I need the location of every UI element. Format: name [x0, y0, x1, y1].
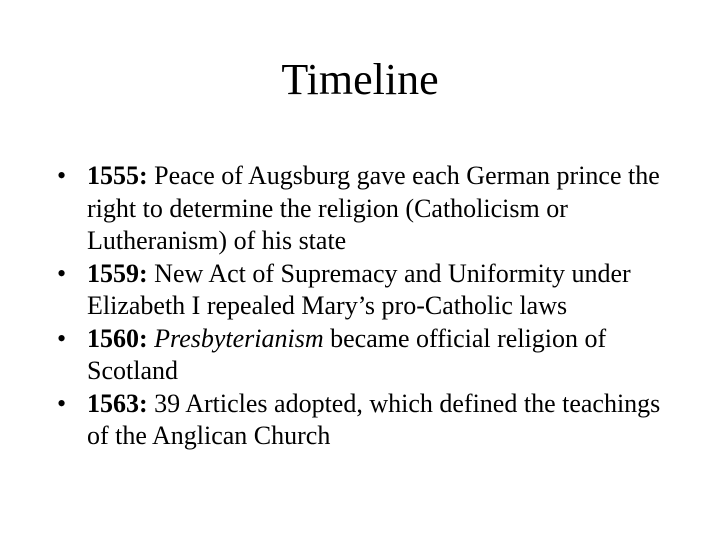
- bullet-year: 1555:: [87, 161, 148, 190]
- bullet-icon: •: [57, 388, 67, 418]
- bullet-icon: •: [57, 161, 67, 190]
- bullet-item-1560: [57, 323, 677, 388]
- bullet-text: 39 Articles adopted, which defined the teachings of the Anglican Church: [87, 388, 661, 450]
- bullet-item-1555: [57, 160, 677, 258]
- slide-title: Timeline: [281, 55, 439, 104]
- bullet-icon: •: [57, 323, 67, 353]
- bullet-text: New Act of Supremacy and Uniformity under Elizabeth I repealed Mary’s pro-Catholic laws: [87, 258, 631, 320]
- bullet-item-1563: [57, 388, 677, 453]
- bullet-text: Peace of Augsburg gave each German prince the right to determine the religion (Catholicism or Lutheranism) of his state: [87, 161, 660, 255]
- bullet-year: 1559:: [87, 258, 148, 288]
- bullet-icon: •: [57, 258, 67, 288]
- bullet-item-1559: [57, 258, 677, 323]
- bullet-year: 1560:: [87, 323, 148, 353]
- bullet-text-italic: Presbyterianism: [154, 323, 324, 353]
- bullet-list: [57, 160, 677, 453]
- bullet-year: 1563:: [87, 388, 148, 418]
- bullet-text-post: became official religion of Scotland: [87, 323, 607, 385]
